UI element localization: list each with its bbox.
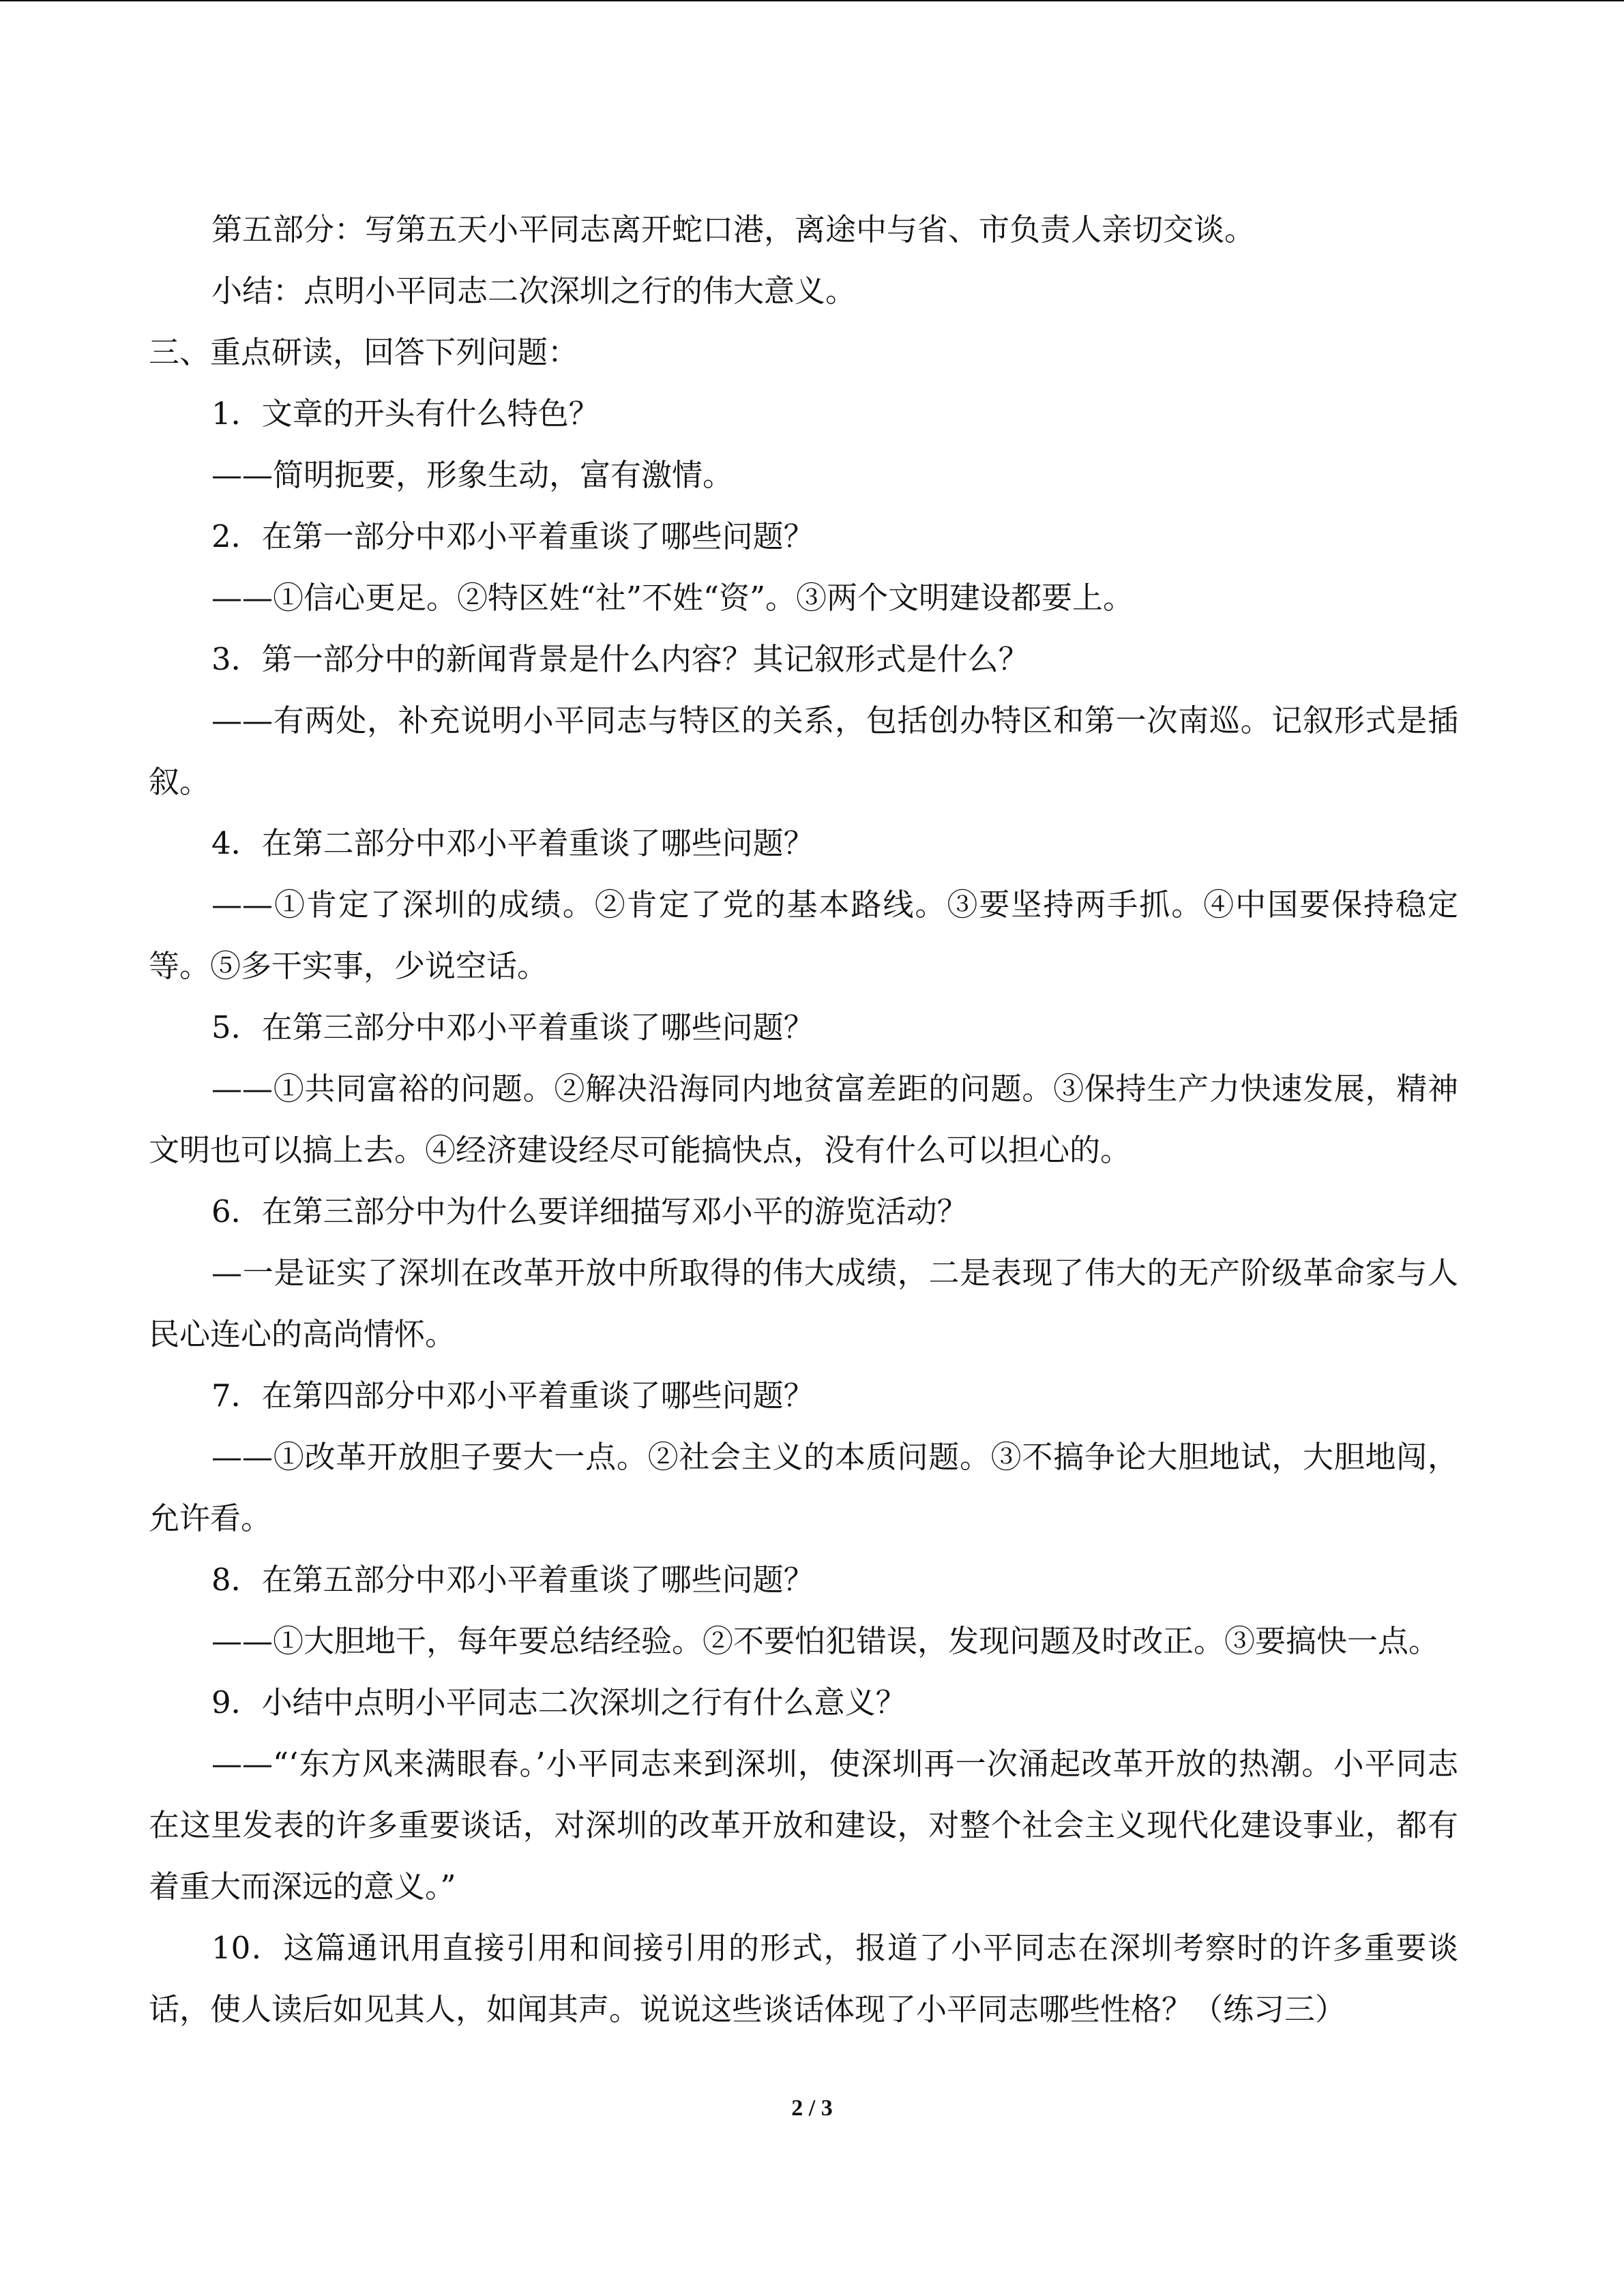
question-8: 8．在第五部分中邓小平着重谈了哪些问题？ — [211, 1562, 814, 1598]
question-5: 5．在第三部分中邓小平着重谈了哪些问题？ — [211, 1009, 814, 1045]
answer-7: ——①改革开放胆子要大一点。②社会主义的本质问题。③不搞争论大胆地试，大胆地闯，允许看。 — [149, 1439, 1458, 1536]
question-9: 9．小结中点明小平同志二次深圳之行有什么意义？ — [211, 1684, 906, 1720]
top-border-line — [0, 0, 1624, 1]
question-4: 4．在第二部分中邓小平着重谈了哪些问题？ — [211, 825, 814, 861]
answer-2: ——①信心更足。②特区姓“社”不姓“资”。③两个文明建设都要上。 — [211, 580, 1134, 616]
question-3: 3．第一部分中的新闻背景是什么内容？其记叙形式是什么？ — [211, 641, 1029, 677]
question-10: 10．这篇通讯用直接引用和间接引用的形式，报道了小平同志在深圳考察时的许多重要谈话，使人读后如见其人，如闻其声。说说这些谈话体现了小平同志哪些性格？（练习三） — [149, 1930, 1458, 2027]
answer-6: —一是证实了深圳在改革开放中所取得的伟大成绩，二是表现了伟大的无产阶级革命家与人民心连心的高尚情怀。 — [149, 1255, 1458, 1352]
question-7: 7．在第四部分中邓小平着重谈了哪些问题？ — [211, 1377, 814, 1414]
page-number: 2 / 3 — [791, 2096, 833, 2121]
answer-5: ——①共同富裕的问题。②解决沿海同内地贫富差距的问题。③保持生产力快速发展，精神文明也可以搞上去。④经济建设经尽可能搞快点，没有什么可以担心的。 — [149, 1071, 1458, 1168]
answer-3: ——有两处，补充说明小平同志与特区的关系，包括创办特区和第一次南巡。记叙形式是插叙。 — [149, 702, 1458, 800]
document-body — [149, 199, 1458, 2040]
section-heading-key-reading: 三、重点研读，回答下列问题： — [149, 334, 579, 370]
paragraph-summary: 小结：点明小平同志二次深圳之行的伟大意义。 — [211, 273, 857, 309]
answer-9: ——“‘东方风来满眼春。’小平同志来到深圳，使深圳再一次涌起改革开放的热潮。小平同志在这里发表的许多重要谈话，对深圳的改革开放和建设，对整个社会主义现代化建设事业，都有着重大而深远的意义。” — [149, 1746, 1458, 1905]
paragraph-part-five: 第五部分：写第五天小平同志离开蛇口港，离途中与省、市负责人亲切交谈。 — [211, 211, 1256, 248]
question-1: 1．文章的开头有什么特色？ — [211, 396, 600, 432]
question-6: 6．在第三部分中为什么要详细描写邓小平的游览活动？ — [211, 1193, 968, 1229]
question-2: 2．在第一部分中邓小平着重谈了哪些问题？ — [211, 518, 814, 554]
answer-4: ——①肯定了深圳的成绩。②肯定了党的基本路线。③要坚持两手抓。④中国要保持稳定等。⑤多干实事，少说空话。 — [149, 886, 1458, 984]
answer-8: ——①大胆地干，每年要总结经验。②不要怕犯错误，发现问题及时改正。③要搞快一点。 — [211, 1623, 1440, 1659]
answer-1: ——简明扼要，形象生动，富有激情。 — [211, 457, 734, 493]
